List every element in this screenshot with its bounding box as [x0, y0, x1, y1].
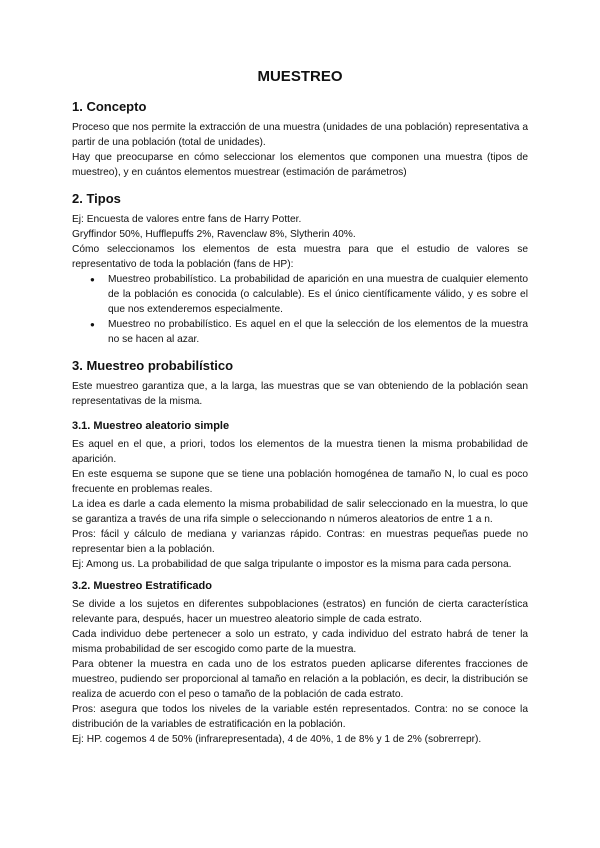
paragraph: Pros: fácil y cálculo de mediana y varianzas rápido. Contras: en muestras pequeñas puede no representar bien a la población.	[72, 529, 528, 555]
paragraph: Hay que preocuparse en cómo seleccionar los elementos que componen una muestra (tipos de muestreo), y en cuántos elementos muestrear (estimación de parámetros)	[72, 152, 528, 178]
section-heading: 2. Tipos	[72, 191, 121, 206]
paragraph: Cómo seleccionamos los elementos de esta muestra para que el estudio de valores se representativo de toda la población (fans de HP):	[72, 244, 528, 270]
document-title: MUESTREO	[257, 68, 343, 85]
paragraph: Cada individuo debe pertenecer a solo un estrato, y cada individuo del estrato habrá de tener la misma probabilidad de ser escogido como parte de la muestra.	[72, 629, 528, 655]
paragraph: Para obtener la muestra en cada uno de los estratos pueden aplicarse diferentes fracciones de muestreo, pudiendo ser proporcional al tamaño en relación a la población, es decir, la distribución se realiza de acuerdo con el peso o tamaño de la población de cada estrato.	[72, 659, 528, 700]
document-page	[72, 68, 528, 755]
paragraph: Pros: asegura que todos los niveles de la variable estén representados. Contra: no se conoce la distribución de la variables de estratificación en la población.	[72, 704, 528, 730]
section-concepto	[72, 99, 528, 180]
list-item: ● Muestreo no probabilístico. Es aquel en el que la selección de los elementos de la muestra no se hacen al azar.	[108, 317, 528, 347]
subsection-estratificado	[72, 580, 528, 747]
section-probabilistico	[72, 358, 528, 409]
paragraph: Es aquel en el que, a priori, todos los elementos de la muestra tienen la misma probabilidad de aparición.	[72, 439, 528, 465]
paragraph: Ej: HP. cogemos 4 de 50% (infrarepresentada), 4 de 40%, 1 de 8% y 1 de 2% (sobrerrepr).	[72, 734, 482, 745]
paragraph: Se divide a los sujetos en diferentes subpoblaciones (estratos) en función de cierta característica relevante para, después, hacer un muestreo aleatorio simple de cada estrato.	[72, 599, 528, 625]
paragraph: Ej: Among us. La probabilidad de que salga tripulante o impostor es la misma para cada persona.	[72, 559, 512, 570]
paragraph: Este muestreo garantiza que, a la larga, las muestras que se van obteniendo de la población sean representativas de la misma.	[72, 381, 528, 407]
subsection-heading: 3.1. Muestreo aleatorio simple	[72, 420, 230, 432]
paragraph: Proceso que nos permite la extracción de una muestra (unidades de una población) representativa a partir de una población (total de unidades).	[72, 122, 528, 148]
list-item: ● Muestreo probabilístico. La probabilidad de aparición en una muestra de cualquier elemento de la población es conocida (o calculable). Es el único científicamente válido, y es sobre el que nos extenderemos especialmente.	[108, 272, 528, 317]
section-heading: 1. Concepto	[72, 99, 147, 114]
bullet-list	[72, 272, 528, 347]
section-heading: 3. Muestreo probabilístico	[72, 358, 234, 373]
paragraph: Gryffindor 50%, Hufflepuffs 2%, Ravenclaw 8%, Slytherin 40%.	[72, 229, 356, 240]
section-tipos	[72, 191, 528, 347]
subsection-heading: 3.2. Muestreo Estratificado	[72, 580, 212, 592]
subsection-aleatorio-simple	[72, 420, 528, 572]
paragraph: La idea es darle a cada elemento la misma probabilidad de salir seleccionado en la muestra, lo que se garantiza a través de una rifa simple o seleccionando n números aleatorios de entre 1 a n.	[72, 499, 528, 525]
paragraph: Ej: Encuesta de valores entre fans de Harry Potter.	[72, 214, 302, 225]
paragraph: En este esquema se supone que se tiene una población homogénea de tamaño N, lo cual es poco frecuente en problemas reales.	[72, 469, 528, 495]
